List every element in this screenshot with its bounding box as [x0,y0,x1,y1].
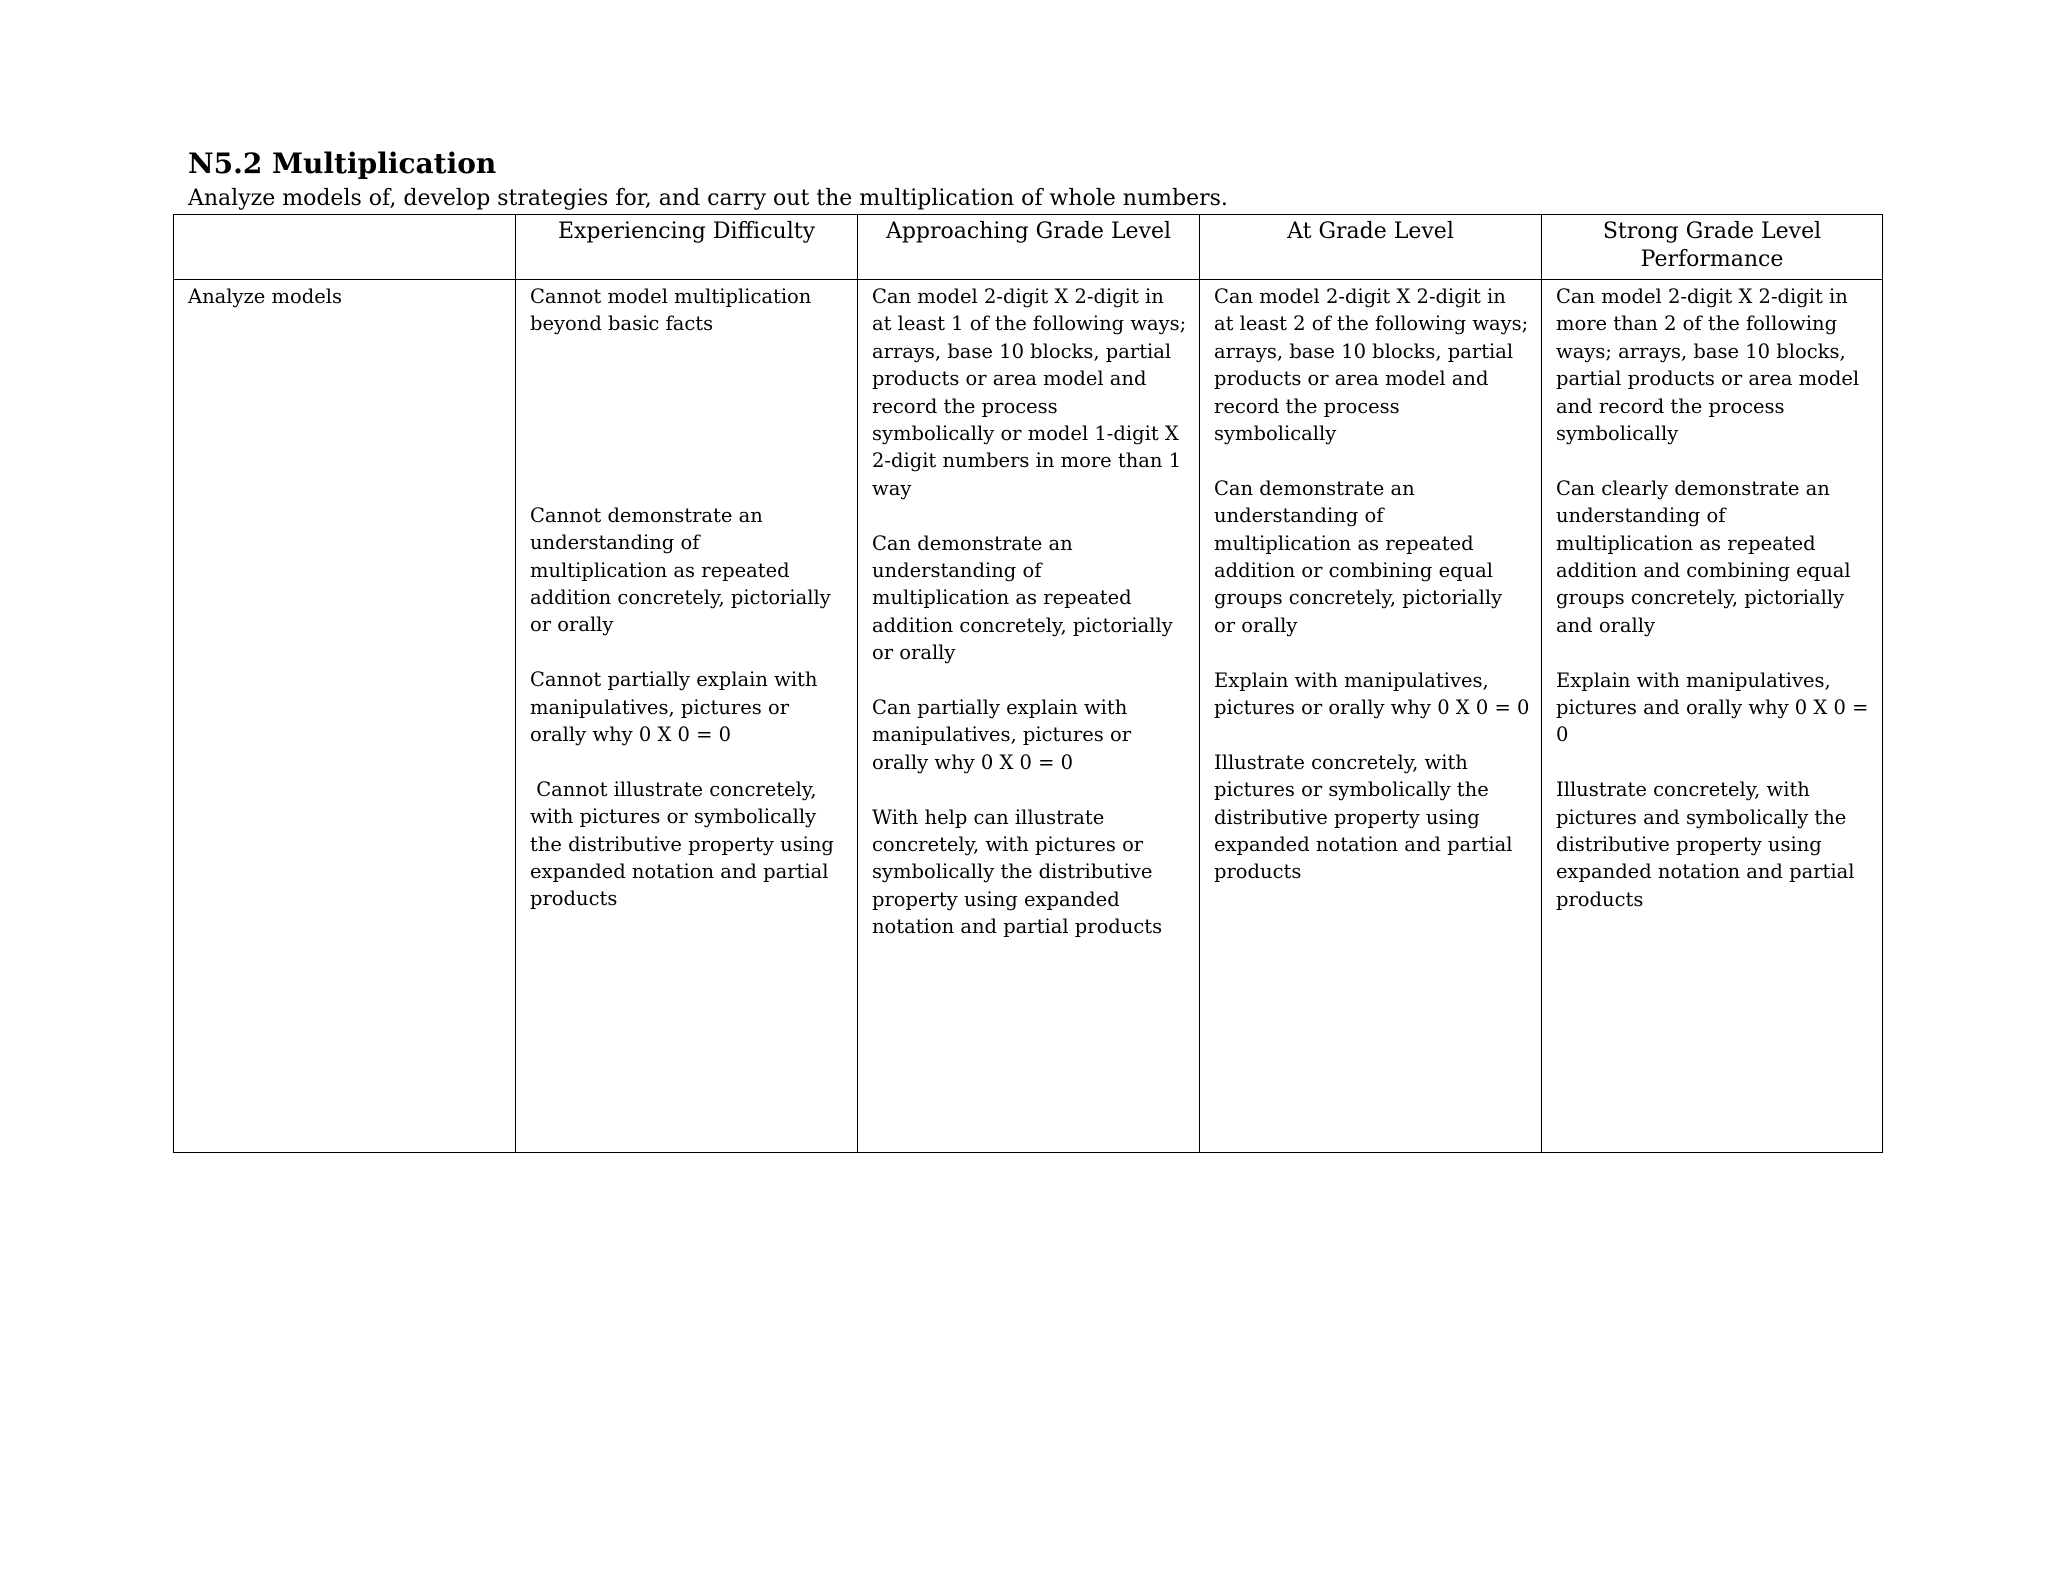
page-title: N5.2 Multiplication [188,147,497,180]
descriptor-text: Can partially explain with manipulatives, pictures or orally why 0 X 0 = 0 [872,696,1132,774]
descriptor-text: Cannot model multiplication beyond basic facts [530,285,812,336]
header-experiencing-difficulty: Experiencing Difficulty [516,215,858,280]
header-at-grade-level: At Grade Level [1200,215,1542,280]
descriptor-text: With help can illustrate concretely, with pictures or symbolically the distributive property using expanded notation and partial products [872,805,1163,939]
page-subtitle: Analyze models of, develop strategies for, and carry out the multiplication of whole numbers. [188,186,1228,211]
header-criterion [174,215,516,280]
cell-experiencing-difficulty [516,280,858,1153]
header-strong-label: Strong Grade Level Performance [1602,219,1822,272]
descriptor-text: Can model 2-digit X 2-digit in at least 2 of the following ways; arrays, base 10 blocks, partial products or area model and record the process symbolically [1214,285,1529,446]
descriptor-text: Cannot partially explain with manipulatives, pictures or orally why 0 X 0 = 0 [530,668,818,747]
descriptor-text: Cannot illustrate concretely, with pictures or symbolically the distributive property using expanded notation and partial products [530,777,834,911]
header-strong-grade-level [1542,215,1883,280]
cell-approaching-grade-level [858,280,1200,1153]
cell-at-grade-level [1200,280,1542,1153]
criterion-label: Analyze models [188,285,343,308]
rubric-table [173,214,1883,1153]
table-header-row [174,215,1883,280]
descriptor-text: Illustrate concretely, with pictures and symbolically the distributive property using expanded notation and partial products [1556,778,1855,911]
cell-strong-grade-level [1542,280,1883,1153]
header-approaching-grade-level: Approaching Grade Level [858,215,1200,280]
descriptor-text: Can model 2-digit X 2-digit in more than 2 of the following ways; arrays, base 10 blocks, partial products or area model and record the process symbolically [1556,285,1860,446]
descriptor-text: Explain with manipulatives, pictures and orally why 0 X 0 = 0 [1556,668,1869,747]
table-row [174,280,1883,1153]
descriptor-text: Cannot demonstrate an understanding of multiplication as repeated addition concretely, pictorially or orally [530,503,831,637]
descriptor-text: Illustrate concretely, with pictures or symbolically the distributive property using expanded notation and partial products [1214,750,1513,884]
descriptor-text: Can demonstrate an understanding of multiplication as repeated addition concretely, pictorially or orally [872,531,1173,665]
cell-criterion [174,280,516,1153]
descriptor-text: Can demonstrate an understanding of multiplication as repeated addition or combining equal groups concretely, pictorially or orally [1214,476,1503,637]
descriptor-text: Explain with manipulatives, pictures or orally why 0 X 0 = 0 [1214,668,1530,720]
descriptor-text: Can clearly demonstrate an understanding of multiplication as repeated addition and combining equal groups concretely, pictorially and orally [1556,476,1851,637]
descriptor-text: Can model 2-digit X 2-digit in at least 1 of the following ways; arrays, base 10 blocks, partial products or area model and record the process symbolically or model 1-digit X 2-digit numbers in more than 1 way [872,285,1187,500]
